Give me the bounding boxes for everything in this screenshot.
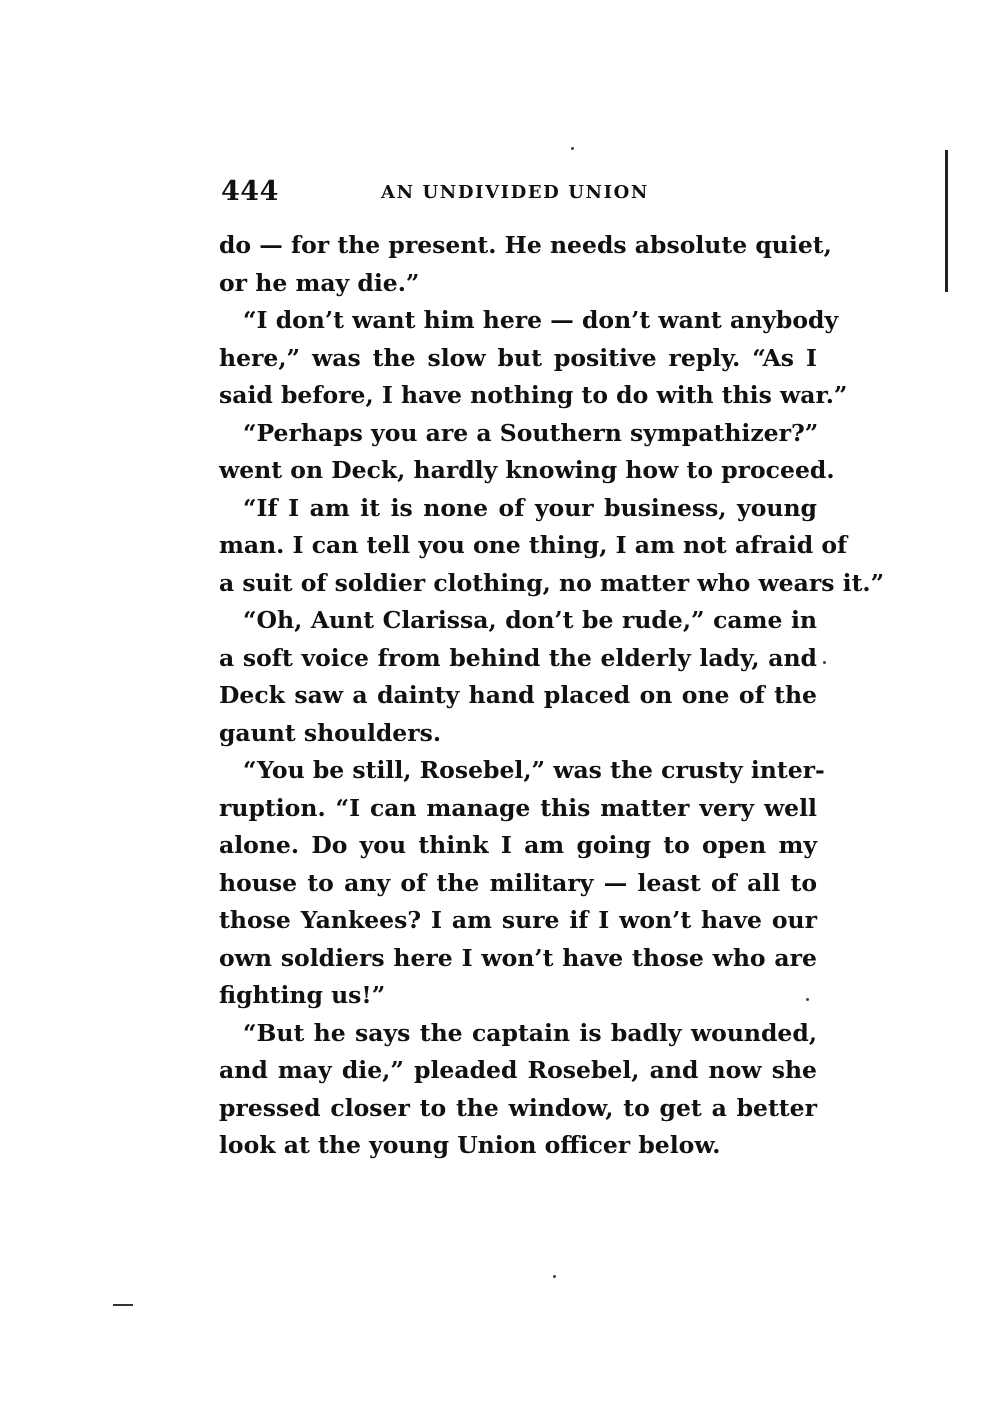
text-line: fighting us!”	[219, 981, 386, 1009]
text-line: do — for the present. He needs absolute quiet,	[219, 231, 832, 259]
text-line: “But he says the captain is badly wounded,	[243, 1018, 817, 1047]
text-line: gaunt shoulders.	[219, 718, 442, 747]
text-line: and may die,” pleaded Rosebel, and now she	[219, 1056, 817, 1084]
body-text	[219, 227, 885, 1165]
text-line: went on Deck, hardly knowing how to proceed.	[219, 456, 835, 484]
text-line: pressed closer to the window, to get a better	[219, 1093, 817, 1122]
scan-speck	[823, 661, 826, 664]
text-line: ruption. “I can manage this matter very well	[219, 793, 817, 822]
text-line: “Oh, Aunt Clarissa, don’t be rude,” came in	[243, 606, 817, 634]
text-line: “You be still, Rosebel,” was the crusty inter-	[243, 756, 825, 784]
scan-speck	[806, 998, 809, 1001]
text-line: look at the young Union officer below.	[219, 1131, 721, 1159]
text-line: or he may die.”	[219, 268, 420, 297]
text-line: Deck saw a dainty hand placed on one of the	[219, 681, 817, 709]
text-line: a suit of soldier clothing, no matter who wears it.”	[219, 568, 885, 597]
scan-mark	[113, 1304, 133, 1306]
text-line: man. I can tell you one thing, I am not afraid of	[219, 531, 848, 559]
page-header	[221, 176, 821, 216]
page-number: 444	[221, 176, 279, 207]
text-line: said before, I have nothing to do with this war.”	[219, 381, 848, 409]
text-line: here,” was the slow but positive reply. “As I	[219, 343, 817, 372]
text-line: own soldiers here I won’t have those who are	[219, 943, 817, 972]
text-line: “Perhaps you are a Southern sympathizer?”	[243, 418, 819, 447]
scan-edge-line	[945, 150, 948, 292]
running-head: AN UNDIVIDED UNION	[381, 182, 649, 203]
text-line: alone. Do you think I am going to open my	[219, 831, 817, 859]
text-line: a soft voice from behind the elderly lady, and	[219, 643, 817, 672]
scan-speck	[553, 1275, 556, 1278]
scan-speck	[571, 147, 574, 150]
text-line: “If I am it is none of your business, young	[243, 493, 817, 522]
text-line: “I don’t want him here — don’t want anybody	[243, 306, 839, 334]
text-line: house to any of the military — least of all to	[219, 868, 817, 897]
text-line: those Yankees? I am sure if I won’t have our	[219, 906, 817, 934]
